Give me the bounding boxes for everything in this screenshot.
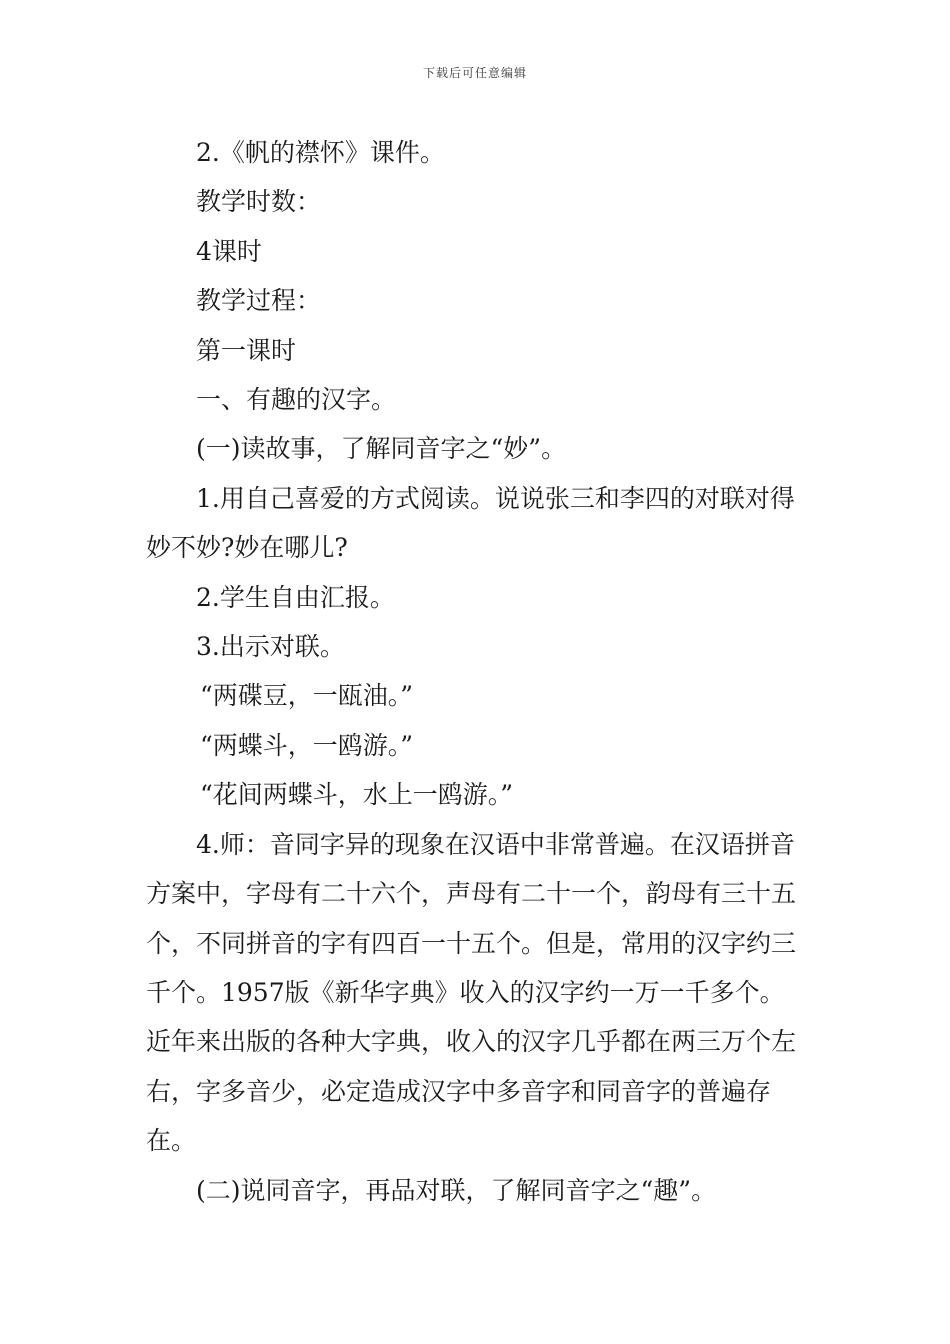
paragraph-courseware: 2.《帆的襟怀》课件。 xyxy=(196,138,445,167)
subsection-heading-read-story: (一)读故事，了解同音字之“妙”。 xyxy=(196,434,567,464)
paragraph-teaching-hours-value: 4课时 xyxy=(196,236,262,266)
couplet-quote-2: “两蝶斗，一鸥游。” xyxy=(200,730,414,760)
document-body xyxy=(146,128,806,1215)
paragraph-first-lesson: 第一课时 xyxy=(196,335,297,365)
paragraph-step-1: 1.用自己喜爱的方式阅读。说说张三和李四的对联对得妙不妙?妙在哪儿? xyxy=(146,483,795,563)
couplet-quote-1: “两碟豆，一瓯油。” xyxy=(200,681,414,711)
paragraph-teaching-hours-label: 教学时数： xyxy=(196,187,322,217)
subsection-heading-homophones: (二)说同音字，再品对联，了解同音字之“趣”。 xyxy=(196,1175,717,1205)
paragraph-step-2: 2.学生自由汇报。 xyxy=(196,582,395,612)
paragraph-teaching-process-label: 教学过程： xyxy=(196,286,322,316)
paragraph-step-3: 3.出示对联。 xyxy=(196,632,345,662)
page-header: 下载后可任意编辑 xyxy=(422,66,527,80)
couplet-quote-3: “花间两蝶斗，水上一鸥游。” xyxy=(200,780,514,810)
paragraph-step-4: 4.师：音同字异的现象在汉语中非常普遍。在汉语拼音方案中，字母有二十六个，声母有二十一个，韵母有三十五个，不同拼音的字有四百一十五个。但是，常用的汉字约三千个。1957版《新华字典》收入的汉字约一万一千多个。近年来出版的各种大字典，收入的汉字几乎都在两三万个左右，字多音少，必定造成汉字中多音字和同音字的普遍存在。 xyxy=(146,829,797,1156)
section-heading-interesting-characters: 一、有趣的汉字。 xyxy=(196,385,397,415)
